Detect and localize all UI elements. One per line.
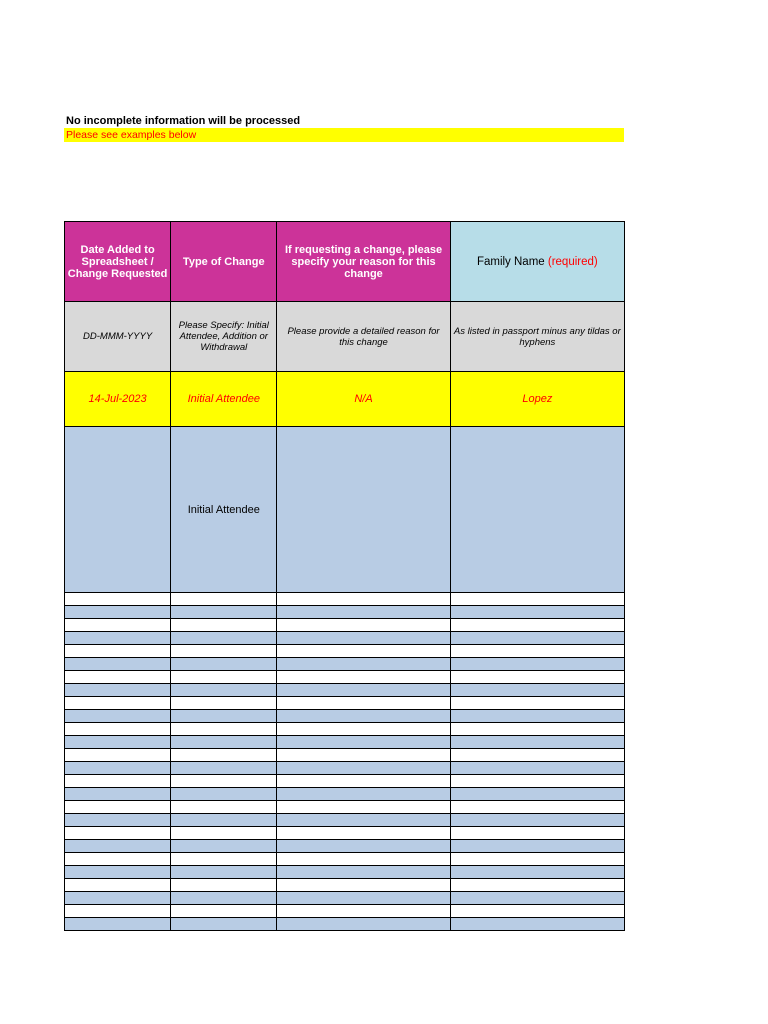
required-marker: (required) (547, 255, 598, 268)
table-cell[interactable] (277, 879, 450, 892)
table-cell[interactable] (450, 723, 624, 736)
attendee-spreadsheet (64, 221, 625, 931)
table-cell[interactable] (450, 866, 624, 879)
table-row (65, 879, 625, 892)
table-cell[interactable] (171, 671, 277, 684)
table-cell[interactable] (277, 788, 450, 801)
table-row (65, 827, 625, 840)
table-cell[interactable] (65, 749, 171, 762)
hint-type: Please Specify: Initial Attendee, Addition or Withdrawal (171, 302, 277, 372)
table-cell[interactable] (65, 671, 171, 684)
table-cell[interactable] (171, 827, 277, 840)
table-cell[interactable] (65, 762, 171, 775)
input-row (65, 427, 625, 593)
table-cell[interactable] (450, 892, 624, 905)
table-cell[interactable] (450, 619, 624, 632)
table-cell[interactable] (277, 866, 450, 879)
table-cell[interactable] (171, 866, 277, 879)
input-family-name-cell[interactable] (450, 427, 624, 593)
table-cell[interactable] (277, 684, 450, 697)
table-cell[interactable] (450, 879, 624, 892)
table-row (65, 749, 625, 762)
header-row (65, 222, 625, 302)
table-cell[interactable] (65, 606, 171, 619)
table-cell[interactable] (450, 814, 624, 827)
table-cell[interactable] (450, 632, 624, 645)
table-cell[interactable] (450, 671, 624, 684)
table-cell[interactable] (277, 671, 450, 684)
table-cell[interactable] (277, 814, 450, 827)
table-cell[interactable] (277, 723, 450, 736)
input-reason-cell[interactable] (277, 427, 450, 593)
hint-reason: Please provide a detailed reason for this change (277, 302, 450, 372)
family-name-label: Family Name (476, 255, 545, 268)
table-cell[interactable] (65, 892, 171, 905)
table-row (65, 606, 625, 619)
example-date: 14-Jul-2023 (65, 372, 171, 427)
table-cell[interactable] (450, 684, 624, 697)
table-row (65, 840, 625, 853)
header-type-of-change: Type of Change (171, 222, 277, 302)
table-cell[interactable] (65, 814, 171, 827)
table-row (65, 762, 625, 775)
table-row (65, 697, 625, 710)
table-cell[interactable] (65, 801, 171, 814)
example-row (65, 372, 625, 427)
table-cell[interactable] (171, 723, 277, 736)
table-cell[interactable] (450, 658, 624, 671)
example-type: Initial Attendee (171, 372, 277, 427)
table-cell[interactable] (450, 697, 624, 710)
table-cell[interactable] (171, 645, 277, 658)
table-cell[interactable] (450, 593, 624, 606)
table-cell[interactable] (65, 632, 171, 645)
table-cell[interactable] (171, 697, 277, 710)
table-cell[interactable] (450, 918, 624, 931)
table-row (65, 918, 625, 931)
table-row (65, 593, 625, 606)
table-row (65, 736, 625, 749)
table-row (65, 710, 625, 723)
table-cell[interactable] (450, 749, 624, 762)
table-cell[interactable] (450, 788, 624, 801)
table-row (65, 671, 625, 684)
incomplete-notice: No incomplete information will be processed (66, 115, 301, 127)
table-cell[interactable] (171, 736, 277, 749)
table-row (65, 645, 625, 658)
table-row (65, 632, 625, 645)
table-row (65, 853, 625, 866)
table-cell[interactable] (450, 736, 624, 749)
table-cell[interactable] (277, 749, 450, 762)
table-cell[interactable] (277, 840, 450, 853)
input-date-cell[interactable] (65, 427, 171, 593)
example-reason: N/A (277, 372, 450, 427)
table-cell[interactable] (277, 658, 450, 671)
table-cell[interactable] (65, 775, 171, 788)
example-family-name: Lopez (450, 372, 624, 427)
table-cell[interactable] (171, 762, 277, 775)
hint-row (65, 302, 625, 372)
table-cell[interactable] (65, 684, 171, 697)
table-cell[interactable] (277, 593, 450, 606)
table-cell[interactable] (277, 775, 450, 788)
table-cell[interactable] (171, 905, 277, 918)
table-cell[interactable] (277, 853, 450, 866)
table-cell[interactable] (450, 840, 624, 853)
table-cell[interactable] (65, 918, 171, 931)
header-reason: If requesting a change, please specify your reason for this change (277, 222, 450, 302)
table-cell[interactable] (277, 892, 450, 905)
table-cell[interactable] (450, 827, 624, 840)
table-cell[interactable] (171, 801, 277, 814)
input-type-cell[interactable]: Initial Attendee (171, 427, 277, 593)
table-cell[interactable] (277, 736, 450, 749)
table-row (65, 658, 625, 671)
table-cell[interactable] (450, 710, 624, 723)
table-cell[interactable] (171, 892, 277, 905)
table-cell[interactable] (171, 814, 277, 827)
table-cell[interactable] (171, 710, 277, 723)
table-cell[interactable] (277, 606, 450, 619)
table-cell[interactable] (277, 632, 450, 645)
table-cell[interactable] (277, 905, 450, 918)
table-cell[interactable] (450, 905, 624, 918)
table-row (65, 814, 625, 827)
table-cell[interactable] (277, 619, 450, 632)
table-cell[interactable] (65, 866, 171, 879)
table-row (65, 619, 625, 632)
table-cell[interactable] (65, 879, 171, 892)
table-cell[interactable] (65, 905, 171, 918)
table-cell[interactable] (171, 658, 277, 671)
table-cell[interactable] (65, 788, 171, 801)
table-cell[interactable] (450, 775, 624, 788)
table-row (65, 892, 625, 905)
table-cell[interactable] (450, 853, 624, 866)
hint-date: DD-MMM-YYYY (65, 302, 171, 372)
table-row (65, 723, 625, 736)
table-cell[interactable] (65, 827, 171, 840)
table-cell[interactable] (450, 801, 624, 814)
table-cell[interactable] (65, 619, 171, 632)
table-cell[interactable] (171, 684, 277, 697)
examples-highlight: Please see examples below (64, 128, 624, 142)
table-cell[interactable] (277, 801, 450, 814)
table-row (65, 905, 625, 918)
table-cell[interactable] (65, 658, 171, 671)
table-cell[interactable] (277, 710, 450, 723)
table-cell[interactable] (171, 593, 277, 606)
table-cell[interactable] (277, 762, 450, 775)
table-row (65, 788, 625, 801)
table-row (65, 866, 625, 879)
table-cell[interactable] (277, 697, 450, 710)
table-cell[interactable] (65, 736, 171, 749)
table-cell[interactable] (171, 749, 277, 762)
table-cell[interactable] (65, 723, 171, 736)
table-cell[interactable] (450, 762, 624, 775)
table-cell[interactable] (65, 840, 171, 853)
table-cell[interactable] (171, 918, 277, 931)
table-cell[interactable] (171, 879, 277, 892)
table-cell[interactable] (277, 918, 450, 931)
table-cell[interactable] (65, 645, 171, 658)
table-cell[interactable] (171, 840, 277, 853)
header-date-added: Date Added to Spreadsheet / Change Requested (65, 222, 171, 302)
table-cell[interactable] (65, 593, 171, 606)
table-cell[interactable] (171, 775, 277, 788)
table-cell[interactable] (450, 645, 624, 658)
header-family-name (450, 222, 624, 302)
hint-family-name: As listed in passport minus any tildas or hyphens (450, 302, 624, 372)
table-row (65, 775, 625, 788)
table-cell[interactable] (65, 697, 171, 710)
table-cell[interactable] (171, 632, 277, 645)
table-cell[interactable] (171, 788, 277, 801)
table-cell[interactable] (277, 645, 450, 658)
table-cell[interactable] (171, 853, 277, 866)
table-cell[interactable] (277, 827, 450, 840)
table-cell[interactable] (171, 619, 277, 632)
table-cell[interactable] (171, 606, 277, 619)
table-row (65, 801, 625, 814)
table-cell[interactable] (450, 606, 624, 619)
table-cell[interactable] (65, 710, 171, 723)
table-row (65, 684, 625, 697)
table-cell[interactable] (65, 853, 171, 866)
